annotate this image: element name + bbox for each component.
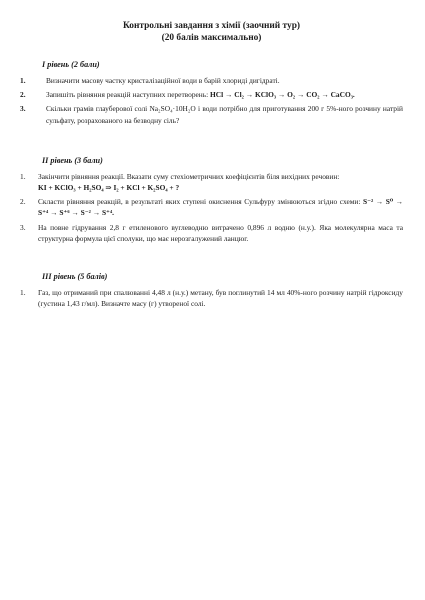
level-3-heading: III рівень (5 балів)	[42, 272, 108, 282]
question-text: Запишіть рівняння реакцій наступних перетворень:	[46, 90, 209, 100]
question-text-wrap	[46, 89, 403, 100]
question-text-wrap	[38, 196, 403, 218]
reaction-equation: KI + KClO₃ + H₂SO₄ ⇒ I₂ + KCl + K₂SO₄ + ?	[38, 183, 180, 193]
question-text-wrap	[38, 171, 403, 193]
question-text: Закінчити рівняння реакції. Вказати суму стехіометричних коефіцієнтів біля вихідних речовин:	[38, 171, 340, 181]
level-1-question-1	[20, 75, 403, 86]
level-2-question-1	[20, 171, 403, 193]
question-number: 3.	[20, 222, 26, 232]
section-level-2	[20, 156, 403, 244]
question-number: 3.	[20, 104, 26, 114]
question-number: 2.	[20, 90, 26, 100]
level-2-question-2	[20, 196, 403, 218]
level-1-question-2	[20, 89, 403, 100]
level-2-question-3	[20, 222, 403, 244]
title-line-1: Контрольні завдання з хімії (заочний тур)	[122, 21, 301, 31]
question-text: На повне гідрування 2,8 г етиленового вуглеводню витрачено 0,896 л водню (н.у.). Яка молекулярна маса та структурна формула цієї сполуки, що має нерозгалужений ланцюг.	[38, 222, 403, 243]
level-1-heading: I рівень (2 бали)	[42, 60, 100, 69]
question-text: Скласти рівняння реакцій, в результаті яких ступені окиснення Сульфуру змінюються згідно схеми:	[38, 197, 361, 207]
level-3-question-1	[20, 287, 403, 309]
question-text: Визначити масову частку кристалізаційної води в барій хлориді дигідраті.	[46, 76, 280, 85]
question-number: 1.	[20, 288, 26, 298]
question-number: 2.	[20, 197, 26, 207]
section-level-3	[20, 272, 403, 309]
oxidation-scheme: S⁻² → S⁰ → S⁺⁴ → S⁺⁶ → S⁻² → S⁺⁴.	[38, 197, 404, 218]
question-text: Скільки грамів глауберової солі Na₂SO₄·10H₂O і води потрібно для приготування 200 г 5%-ного розчину натрій сульфату, розрахованого на безводну сіль?	[46, 104, 403, 125]
question-text: Газ, що отриманий при спалюванні 4,48 л (н.у.) метану, був поглинутий 14 мл 40%-ного розчину натрій гідроксиду (густина 1,43 г/мл). Визначте масу (г) утвореної солі.	[38, 288, 403, 309]
document-title	[20, 20, 403, 44]
level-2-heading: II рівень (3 бали)	[42, 155, 103, 165]
question-number: 1.	[20, 171, 26, 181]
title-line-2: (20 балів максимально)	[161, 33, 262, 43]
section-level-1	[20, 60, 403, 126]
level-1-question-3	[20, 103, 403, 125]
transformation-chain: HCl → Cl₂ → KClO₃ → O₂ → CO₂ → CaCO₃.	[210, 90, 355, 100]
question-number: 1.	[20, 76, 26, 85]
